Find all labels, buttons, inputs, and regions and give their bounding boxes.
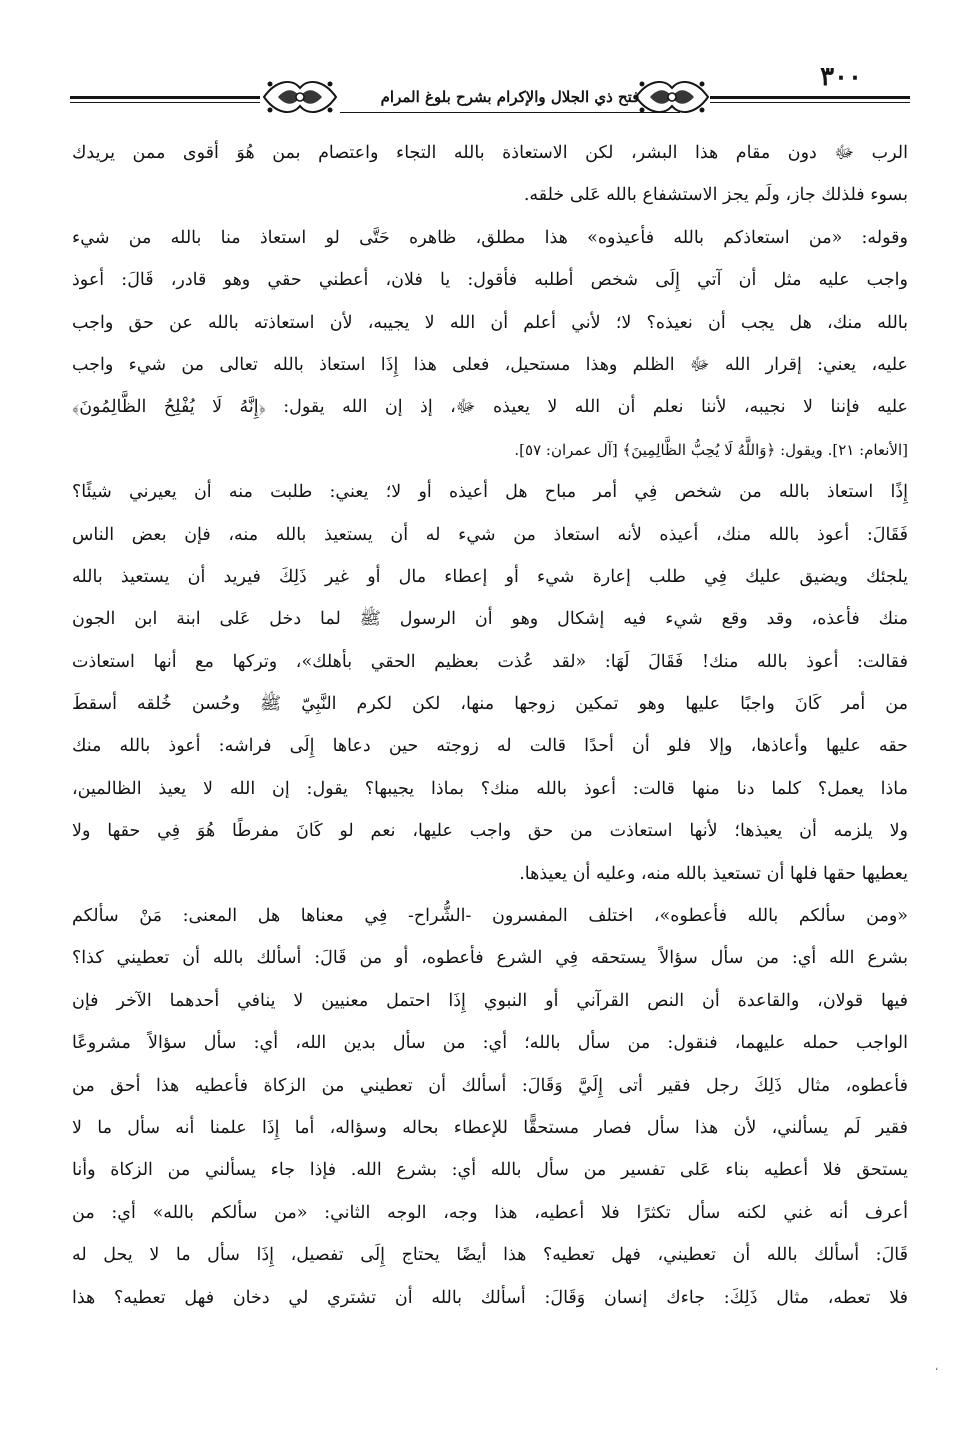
header-rule-right	[710, 96, 910, 99]
text-line: ولا يلزمه أن يعيذها؛ لأنها استعاذت من حق واجب عليها، نعم لو كَانَ مفرطًا هُوَ فِي حقها ولا	[72, 821, 908, 842]
text-line: من أمر كَانَ واجبًا عليها وهو تمكين زوجها منها، لكن لكرم النَّبِيّ ﷺ وحُسن خُلقه أسقطَ	[72, 694, 908, 715]
text-line: فأعطوه، مثال ذَلِكَ رجل فقير أتى إِلَيَّ وَقَالَ: أسألك أن تعطيني من الزكاة فأعطيه هذا أحق من	[72, 1075, 908, 1096]
page-body	[72, 132, 908, 1319]
text-line: منك فأعذه، وقد وقع شيء فيه إشكال وهو أن الرسول ﷺ لما دخل عَلى ابنة ابن الجون	[72, 609, 908, 630]
text-line: عليه فإننا لا نجيبه، لأننا نعلم أن الله لا يعيذه ﷻ، إذ إن الله يقول: ﴿إِنَّهُ لَا يُفْلِحُ الظَّالِمُونَ﴾	[72, 397, 908, 418]
text-line: فَقَالَ: أعوذ بالله منك، أعيذه لأنه استعاذ من شيء له أن يستعيذ بالله منه، فإن بعض الناس	[72, 524, 908, 545]
text-line: يلجئك ويضيق عليك فِي طلب إعارة شيء أو إعطاء مال أو غير ذَلِكَ فيريد أن يستعيذ بالله	[72, 566, 908, 587]
text-line: أعرف أنه غني لكنه سأل تكثرًا فلا أعطيه، هذا وجه، الوجه الثاني: «من سألكم بالله» أي: من	[72, 1202, 908, 1223]
page-number: ٣٠٠	[820, 62, 862, 92]
text-line: وقوله: «من استعاذكم بالله فأعيذوه» هذا مطلق، ظاهره حَتَّى لو استعاذ منا بالله من شيء	[72, 227, 908, 248]
text-line: بالله منك، هل يجب أن نعيذه؟ لا؛ لأني أعلم أن الله لا يجيبه، لأن استعاذته بالله عن حق واجب	[72, 312, 908, 333]
header-rule-left-thin	[70, 102, 260, 103]
text-line: يعطيها حقها فلها أن تستعيذ بالله منه، وعليه أن يعيذها.	[519, 863, 908, 884]
text-line: بشرع الله أي: من سأل سؤالاً يستحقه فِي الشرع فأعطوه، أو من قَالَ: أسألك بالله أن تعطيني كذا؟	[72, 948, 908, 969]
margin-mark: ،	[935, 1362, 939, 1373]
text-line: إِذًا استعاذ بالله من شخص فِي أمر مباح هل أعيذه أو لا؛ يعني: طلبت منه أن يعيرني شيئًا؟	[72, 482, 908, 503]
header-rule-left	[70, 96, 260, 99]
title-underline	[340, 112, 680, 113]
text-line: «ومن سألكم بالله فأعطوه»، اختلف المفسرون -الشُّراح- فِي معناها هل المعنى: مَنْ سألكم	[72, 906, 908, 927]
page-header	[70, 58, 910, 120]
text-line: عليه، يعني: إقرار الله ﷻ الظلم وهذا مستحيل، فعلى هذا إِذَا استعاذ بالله تعالى من شيء واجب	[72, 354, 908, 375]
text-line: واجب عليه مثل أن آتي إِلَى شخص أطلبه فأقول: يا فلان، أعطني حقي وهو قادر، قَالَ: أعوذ	[72, 270, 908, 291]
text-line: فقالت: أعوذ بالله منك! فَقَالَ لَهَا: «لقد عُذت بعظيم الحقي بأهلك»، وتركها مع أنها استعاذت	[72, 651, 908, 672]
running-title: فتح ذي الجلال والإكرام بشرح بلوغ المرام	[380, 88, 640, 106]
text-line: يستحق فلا أعطيه بناء عَلى تفسير من سأل بالله أي: بشرع الله. فإذا جاء يسألني من الزكاة وأنا	[72, 1160, 908, 1181]
text-line: حقه عليها وأعاذها، وإلا فلو أن أحدًا قالت له زوجته حين دعاها إِلَى فراشه: أعوذ بالله منك	[72, 736, 908, 757]
text-line: فقير لَم يسألني، لأن هذا سأل فصار مستحقًّا للإعطاء بحاله وسؤاله، أما إِذَا علمنا أنه سأل ما لا	[72, 1117, 908, 1138]
floral-ornament-left-icon	[258, 70, 342, 124]
text-line: ماذا يعمل؟ كلما دنا منها قالت: أعوذ بالله منك؟ بماذا يجيبها؟ يقول: إن الله لا يعيذ الظالمين،	[72, 778, 908, 799]
text-line: قَالَ: أسألك بالله أن تعطيني، فهل تعطيه؟ هذا أيضًا يحتاج إِلَى تفصيل، إِذَا سأل ما لا يحل له	[72, 1245, 908, 1266]
text-line: فيها قولان، والقاعدة أن النص القرآني أو النبوي إِذَا احتمل معنيين لا ينافي أحدهما الآخر فإن	[72, 990, 908, 1011]
text-line: الواجب حمله عليهما، فنقول: من سأل بالله؛ أي: من سأل بدين الله، أي: سأل سؤالاً مشروعًا	[72, 1033, 908, 1054]
text-line: بسوء فلذلك جاز، ولَم يجز الاستشفاع بالله عَلى خلقه.	[523, 185, 908, 206]
text-line: الرب ﷻ دون مقام هذا البشر، لكن الاستعاذة بالله التجاء واعتصام بمن هُوَ أقوى ممن يريدك	[72, 143, 908, 163]
text-line: فلا تعطه، مثال ذَلِكَ: جاءك إنسان وَقَالَ: أسألك بالله أن تشتري لي دخان فهل تعطيه؟ هذا	[72, 1287, 908, 1308]
header-rule-right-thin	[710, 102, 910, 103]
text-line: [الأنعام: ٢١]. ويقول: ﴿وَاللَّهُ لَا يُحِبُّ الظَّالِمِينَ﴾ [آل عمران: ٥٧].	[514, 440, 908, 459]
